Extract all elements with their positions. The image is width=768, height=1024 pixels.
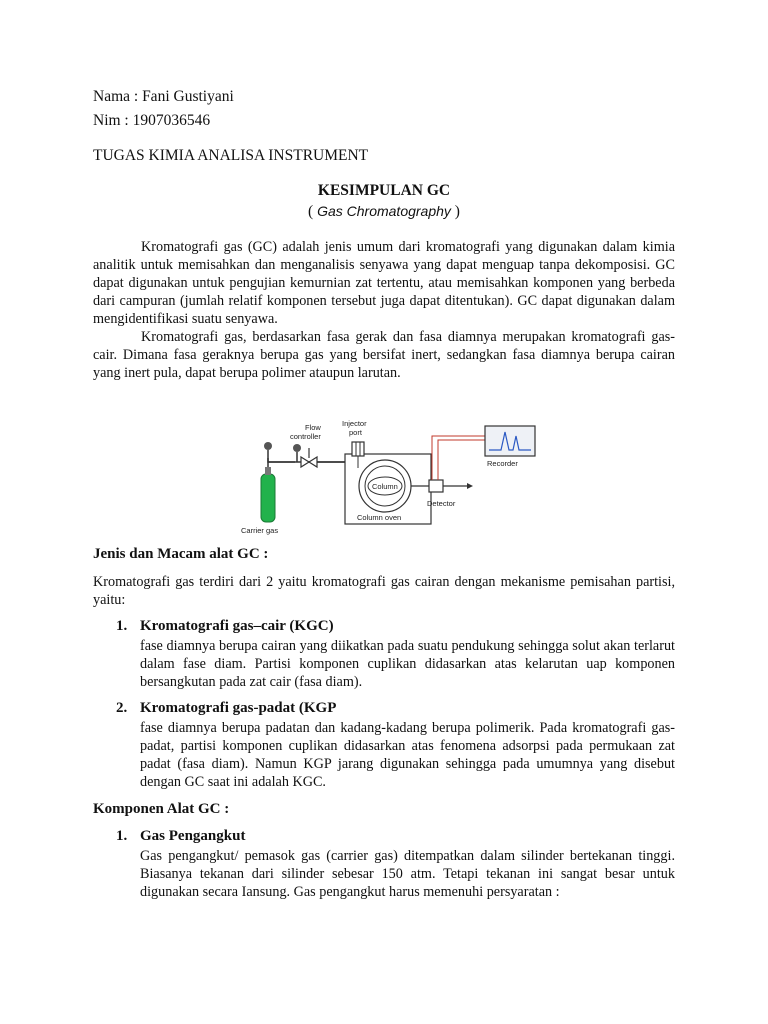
detector-icon — [429, 480, 443, 492]
injector-label-1: Injector — [342, 419, 367, 428]
intro-paragraph-2: Kromatografi gas, berdasarkan fasa gerak dan fasa diamnya merupakan kromatografi gas-cair. Dimana fasa geraknya berupa gas yang bersifat inert, sedangkan fasa diamnya berupa cairan yang inert pula, dapat berupa polimer ataupun larutan. — [93, 329, 675, 381]
student-nim: Nim : 1907036546 — [93, 112, 211, 129]
recorder-icon — [485, 426, 535, 456]
injector-port-icon — [352, 442, 364, 456]
column-oven-label: Column oven — [357, 513, 402, 522]
komponen-item-1-title-text: Gas Pengangkut — [140, 828, 246, 844]
jenis-item-2-number: 2. — [116, 700, 128, 716]
komponen-item-1-title — [116, 828, 245, 845]
detector-label: Detector — [427, 499, 456, 508]
page-subtitle — [0, 203, 768, 221]
pressure-gauge-2 — [293, 444, 301, 452]
flow-label-2: controller — [290, 432, 321, 441]
jenis-item-1-title-text: Kromatografi gas–cair (KGC) — [140, 618, 334, 634]
komponen-item-1-number: 1. — [116, 828, 128, 844]
jenis-item-1-body: fase diamnya berupa cairan yang diikatkan pada suatu pendukung sehingga solut akan terlarut dalam fase diam. Partisi komponen cuplikan didasarkan atas kelarutan uap komponen bersangkutan pada zat cair (fasa diam). — [140, 638, 675, 690]
intro-paragraph-1: Kromatografi gas (GC) adalah jenis umum dari kromatografi yang digunakan dalam kimia analitik untuk memisahkan dan menganalisis senyawa yang dapat menguap tanpa dekomposisi. GC dapat digunakan untuk pengujian kemurnian zat tertentu, atau memisahkan komponen yang berbeda dari campuran (jumlah relatif komponen tersebut juga dapat ditentukan). GC dapat digunakan dalam mengidentifikasi suatu senyawa. — [93, 239, 675, 327]
page-title: KESIMPULAN GC — [317, 182, 451, 199]
pressure-gauge-1 — [264, 442, 272, 450]
carrier-gas-label: Carrier gas — [241, 526, 279, 535]
signal-wire-1 — [432, 436, 485, 480]
jenis-item-1-number: 1. — [116, 618, 128, 634]
jenis-intro-text: Kromatografi gas terdiri dari 2 yaitu kromatografi gas cairan dengan mekanisme pemisahan partisi, yaitu: — [93, 574, 675, 608]
jenis-heading: Jenis dan Macam alat GC : — [93, 546, 269, 562]
jenis-item-2-title — [116, 700, 336, 717]
jenis-item-1-title — [116, 618, 334, 635]
komponen-item-1-body: Gas pengangkut/ pemasok gas (carrier gas) ditempatkan dalam silinder bertekanan tinggi. Biasanya tekanan dari silinder sebesar 150 atm. Tetapi tekanan ini sangat besar untuk digunakan secara Iansung. Gas pengangkut harus memenuhi persyaratan : — [140, 848, 675, 900]
exit-arrow-icon — [467, 483, 473, 489]
subtitle-text: Gas Chromatography — [317, 203, 451, 219]
jenis-item-2-title-text: Kromatografi gas-padat (KGP — [140, 700, 337, 716]
gc-diagram — [235, 418, 545, 536]
komponen-heading: Komponen Alat GC : — [93, 801, 230, 817]
carrier-gas-cylinder — [261, 474, 275, 522]
recorder-label: Recorder — [487, 459, 518, 468]
signal-wire-2 — [438, 440, 485, 480]
jenis-item-2-body: fase diamnya berupa padatan dan kadang-kadang berupa polimerik. Pada kromatografi gas-padat, partisi komponen cuplikan didasarkan atas fenomena adsorpsi pada permukaan zat padat (fasa diam). Namun KGP jarang digunakan sehingga pada umumnya yang disebut dengan GC saat ini adalah KGC. — [140, 720, 675, 790]
jenis-intro — [93, 573, 675, 609]
subtitle-close-paren: ) — [450, 203, 460, 220]
intro-section — [93, 238, 675, 382]
column-label: Column — [372, 482, 398, 491]
injector-label-2: port — [349, 428, 362, 437]
student-name: Nama : Fani Gustiyani — [93, 88, 234, 105]
flow-label-1: Flow — [305, 423, 321, 432]
flow-valve-icon — [301, 457, 309, 467]
subtitle-open-paren: ( — [308, 203, 318, 220]
cylinder-valve — [265, 467, 271, 475]
course-title: TUGAS KIMIA ANALISA INSTRUMENT — [93, 147, 369, 164]
